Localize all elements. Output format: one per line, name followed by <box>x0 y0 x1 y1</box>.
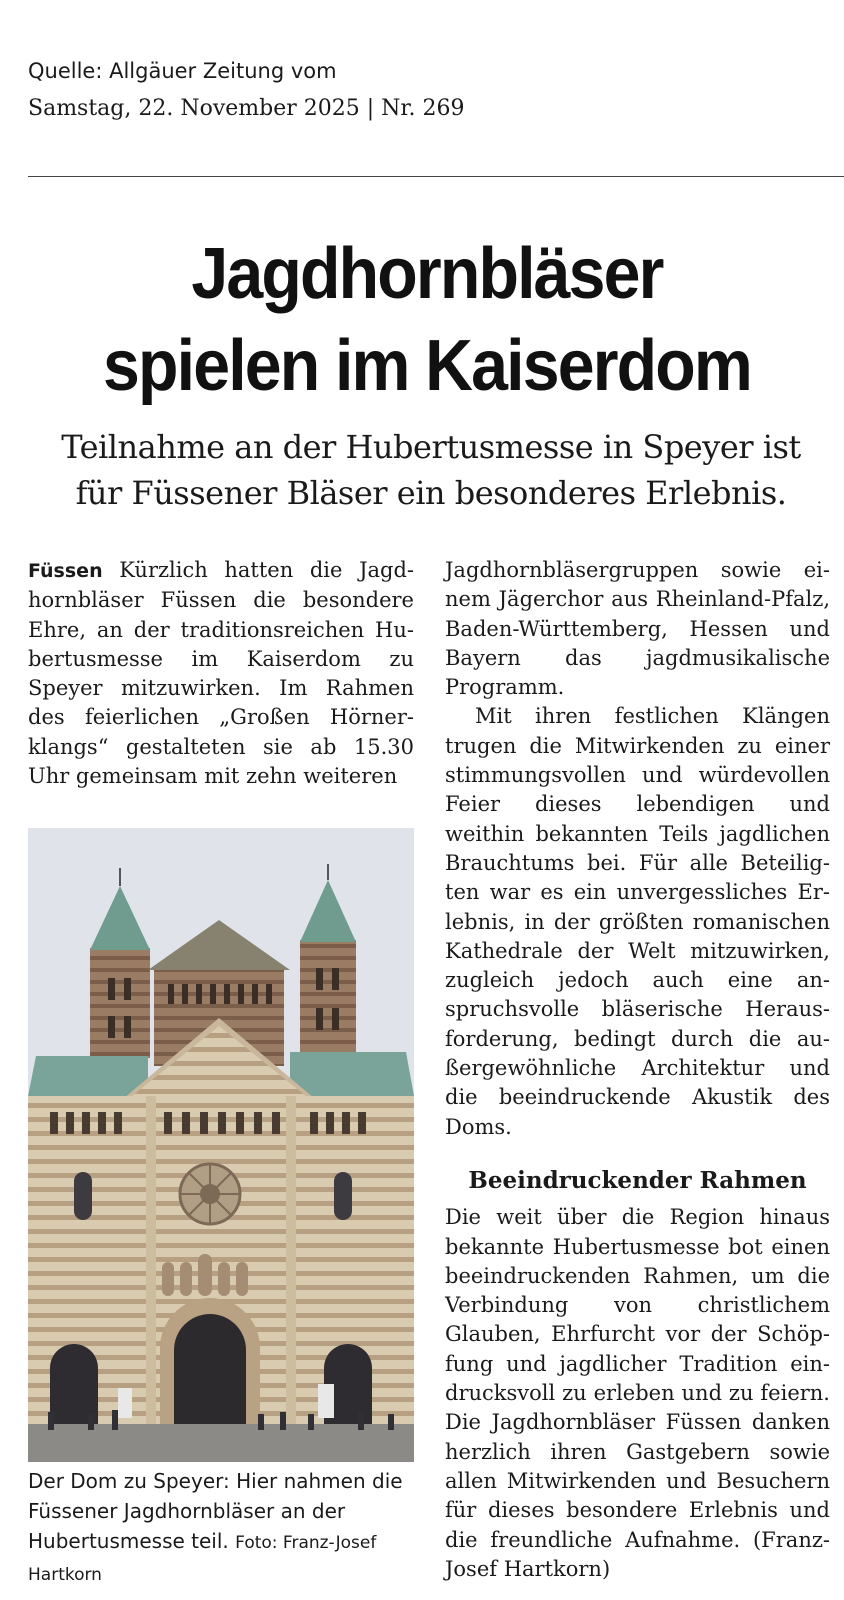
headline <box>43 228 810 412</box>
subheadline-line-1: Teilnahme an der Hubertusmesse in Speyer ist <box>61 428 801 466</box>
subheadline-line-2: für Füssener Bläser ein besonderes Erlebnis. <box>75 474 787 512</box>
article-column-right <box>445 556 830 1584</box>
paragraph-2: Mit ihren festlichen Klängen trugen die Mitwirkenden zu einer stimmungsvollen und würdevollen Feier dieses lebendigen und weithin bekannten Teils jagdlichen Brauchtums bei. Für alle Beteiligten war es ein unvergessliches Erlebnis, in der größten romanischen Kathedrale der Welt mitzuwirken, zugleich jedoch auch eine anspruchsvolle bläserische Herausforderung, bedingt durch die außergewöhnliche Architektur und die beeindruckende Akustik des Doms. <box>445 704 830 1139</box>
source-info <box>28 52 464 128</box>
photo-credit: Foto: Franz-Josef Hartkorn <box>28 1533 377 1585</box>
paragraph-1-continued: Jagdhornbläsergruppen sowie einem Jägerchor aus Rheinland-Pfalz, Baden-Württemberg, Hessen und Bayern das jagdmusikalische Programm. <box>445 558 830 700</box>
article-column-left <box>28 556 414 791</box>
speyer-cathedral-image <box>28 828 414 1462</box>
issue-date: Samstag, 22. November 2025 | Nr. 269 <box>28 96 465 121</box>
headline-line-1: Jagdhornbläser <box>191 234 663 314</box>
article-paragraph <box>28 556 414 791</box>
subheadline <box>18 424 844 516</box>
source-label: Quelle: Allgäuer Zeitung vom <box>28 59 337 83</box>
headline-line-2: spielen im Kaiserdom <box>103 326 751 406</box>
paragraph-3: Die weit über die Region hinaus bekannte Hubertusmesse bot einen beeindruckenden Rahmen, um die Verbindung von christlichem Glauben, Ehrfurcht vor der Schöpfung und jagdlicher Tradition eindrucksvoll zu erleben und zu feiern. Die Jagdhornbläser Füssen danken herzlich ihren Gastgebern sowie allen Mitwirkenden und Besuchern für dieses besondere Erlebnis und die freundliche Aufnahme. (Franz-Josef Hartkorn) <box>445 1205 830 1581</box>
photo-caption <box>28 1466 428 1590</box>
article-subtitle: Beeindruckender Rahmen <box>468 1166 807 1194</box>
divider <box>28 176 844 177</box>
caption-text: Der Dom zu Speyer: Hier nahmen die Füssener Jagdhornbläser an der Hubertusmesse teil. <box>28 1469 403 1553</box>
paragraph-1-start: Kürzlich hatten die Jagdhornbläser Füssen die besondere Ehre, an der traditionsreichen Hubertusmesse im Kaiserdom zu Speyer mitzuwirken. Im Rahmen des feierlichen „Großen Hörnerklangs“ gestalteten sie ab 15.30 Uhr gemeinsam mit zehn weiteren <box>28 558 414 789</box>
dateline: Füssen <box>28 560 103 582</box>
cathedral-photo <box>28 828 414 1462</box>
